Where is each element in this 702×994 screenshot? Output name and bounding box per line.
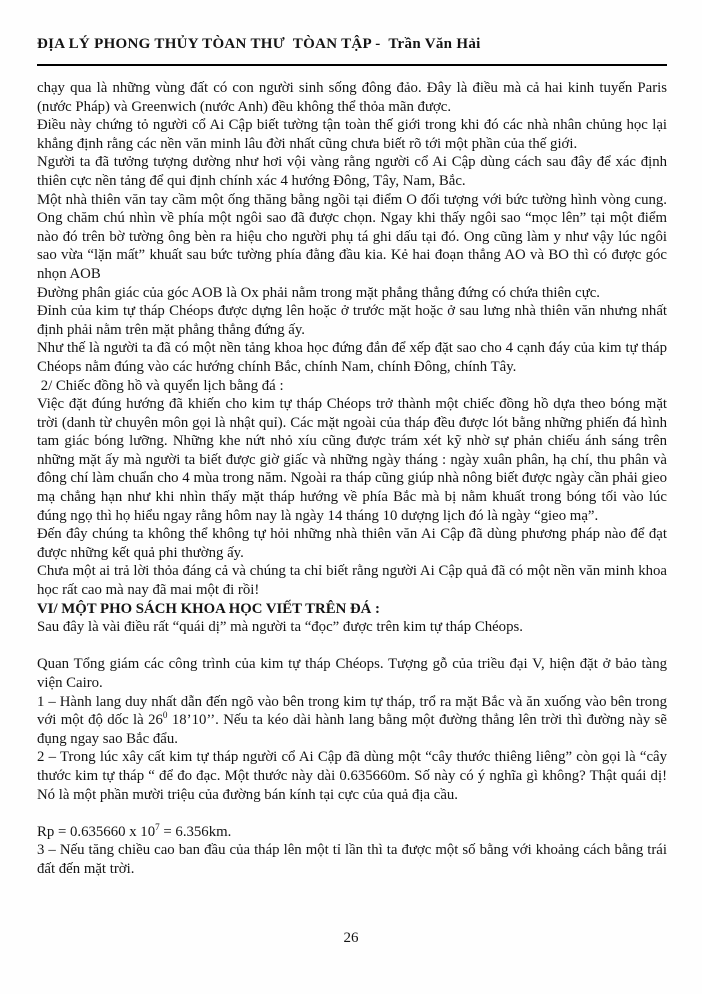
paragraph: Người ta đã tưởng tượng dường như hơi vội vàng rằng người cổ Ai Cập dùng cách sau đây để xác định thiên cực nền tảng để qui định chính xác 4 hướng Đông, Tây, Nam, Bắc. — [37, 154, 667, 189]
document-body — [37, 79, 667, 879]
paragraph: Việc đặt đúng hướng đã khiến cho kim tự tháp Chéops trở thành một chiếc đồng hồ dựa theo bóng mặt trời (danh từ chuyên môn gọi là nhật quỉ). Các mặt ngoài của tháp đều được lót bằng những phiến đá hình tam giác bóng lưỡng. Những khe nứt nhỏ xíu cũng được trám xét kỹ nhờ sự phản chiếu ánh sáng trên những mặt ấy mà người ta biết được giờ giấc và những ngày tháng : ngày xuân phân, hạ chí, thu phân và đông chí làm chuẩn cho 4 mùa trong năm. Ngoài ra tháp cũng giúp nhà nông biết được ngày cần phải gieo mạ chẳng hạn như khi nhìn thấy mặt tháp hướng về phía Bắc mà bị nằm khuất trong bóng tối vào lúc đúng ngọ thì họ hiểu ngay rằng hôm nay là ngày 14 tháng 10 dượng lịch đó là ngày “gieo mạ”. — [37, 396, 667, 524]
blank-line — [37, 637, 667, 656]
paragraph: 2 – Trong lúc xây cất kim tự tháp người cổ Ai Cập đã dùng một “cây thước thiêng liêng” còn gọi là “cây thước kim tự tháp “ để đo đạc. Một thước này dài 0.635660m. Số này có ý nghĩa gì không? Thật quái dị! Nó là một phần mười triệu của đường bán kính tại cực của quả địa cầu. — [37, 749, 667, 803]
paragraph: Sau đây là vài điều rất “quái dị” mà người ta “đọc” được trên kim tự tháp Chéops. — [37, 619, 523, 636]
paragraph: Như thế là người ta đã có một nền tảng khoa học đứng đắn để xếp đặt sao cho 4 cạnh đáy của kim tự tháp Chéops nằm đúng vào các hướng chính Bắc, chính Nam, chính Đông, chính Tây. — [37, 340, 667, 375]
paragraph: Đỉnh của kim tự tháp Chéops được dựng lên hoặc ở trước mặt hoặc ở sau lưng nhà thiên văn nhưng nhất định phải nằm trên mặt phẳng thẳng đứng ấy. — [37, 303, 667, 338]
sub-heading: 2/ Chiếc đồng hồ và quyển lịch bằng đá : — [37, 377, 284, 394]
header-title: ĐỊA LÝ PHONG THỦY TÒAN THƯ TÒAN TẬP - Trần Văn Hải — [37, 36, 481, 52]
paragraph: Đến đây chúng ta không thể không tự hỏi những nhà thiên văn Ai Cập đã dùng phương pháp nào để đạt được những kết quả phi thường ấy. — [37, 526, 667, 561]
paragraph: Điều này chứng tỏ người cổ Ai Cập biết tường tận toàn thế giới trong khi đó các nhà nhân chủng học lại khẳng định rằng các nền văn minh lâu đời nhất cũng chưa biết rõ tới một phần của thế giới. — [37, 117, 667, 152]
section-heading: VI/ MỘT PHO SÁCH KHOA HỌC VIẾT TRÊN ĐÁ : — [37, 600, 380, 617]
paragraph: 3 – Nếu tăng chiều cao ban đầu của tháp lên một tỉ lần thì ta được một số bằng với khoảng cách bằng trái đất đến mặt trời. — [37, 842, 667, 877]
page-footer — [0, 930, 702, 947]
paragraph: Rp = 0.635660 x $10^7 = 6.356km$. — [37, 821, 232, 840]
page-header — [37, 36, 667, 66]
paragraph: 1 – Hành lang duy nhất dẫn đến ngõ vào bên trong kim tự tháp, trổ ra mặt Bắc và ăn xuống vào bên trong với một độ dốc là $26^0$ 18’10’’. Nếu ta kéo dài hành lang bằng một đường thẳng lên trời thì đường này sẽ đụng ngay sao Bắc đẩu. — [37, 693, 667, 747]
paragraph: Quan Tổng giám các công trình của kim tự tháp Chéops. Tượng gỗ của triều đại V, hiện đặt ở bảo tàng viện Cairo. — [37, 656, 667, 691]
header-rule — [37, 64, 667, 66]
paragraph: Chưa một ai trả lời thỏa đáng cả và chúng ta chỉ biết rằng người Ai Cập quả đã có một nền văn minh khoa học rất cao mà nay đã mai một đi rồi! — [37, 563, 667, 599]
blank-line — [37, 804, 667, 823]
paragraph: Một nhà thiên văn tay cầm một ống thăng bằng ngồi tại điểm O đối tượng với bức tường hình vòng cung. Ong chăm chú nhìn về phía một ngôi sao đã được chọn. Ngay khi thấy ngôi sao “mọc lên” tại một điểm nào đó trên bờ tường ông bèn ra hiệu cho người phụ tá ghi dấu tại đó. Ong cũng làm y như vậy lúc ngôi sao vừa “lặn mất” khuất sau bức tường phía đằng đầu kia. Kẻ hai đoạn thẳng AO và BO thì có được góc nhọn AOB — [37, 191, 667, 282]
paragraph: Đường phân giác của góc AOB là Ox phải nằm trong mặt phẳng thẳng đứng có chứa thiên cực. — [37, 284, 600, 301]
paragraph: chạy qua là những vùng đất có con người sinh sống đông đảo. Đây là điều mà cả hai kinh tuyến Paris (nước Pháp) và Greenwich (nước Anh) đều không thể thỏa mãn được. — [37, 80, 667, 115]
page-number: 26 — [343, 930, 359, 946]
